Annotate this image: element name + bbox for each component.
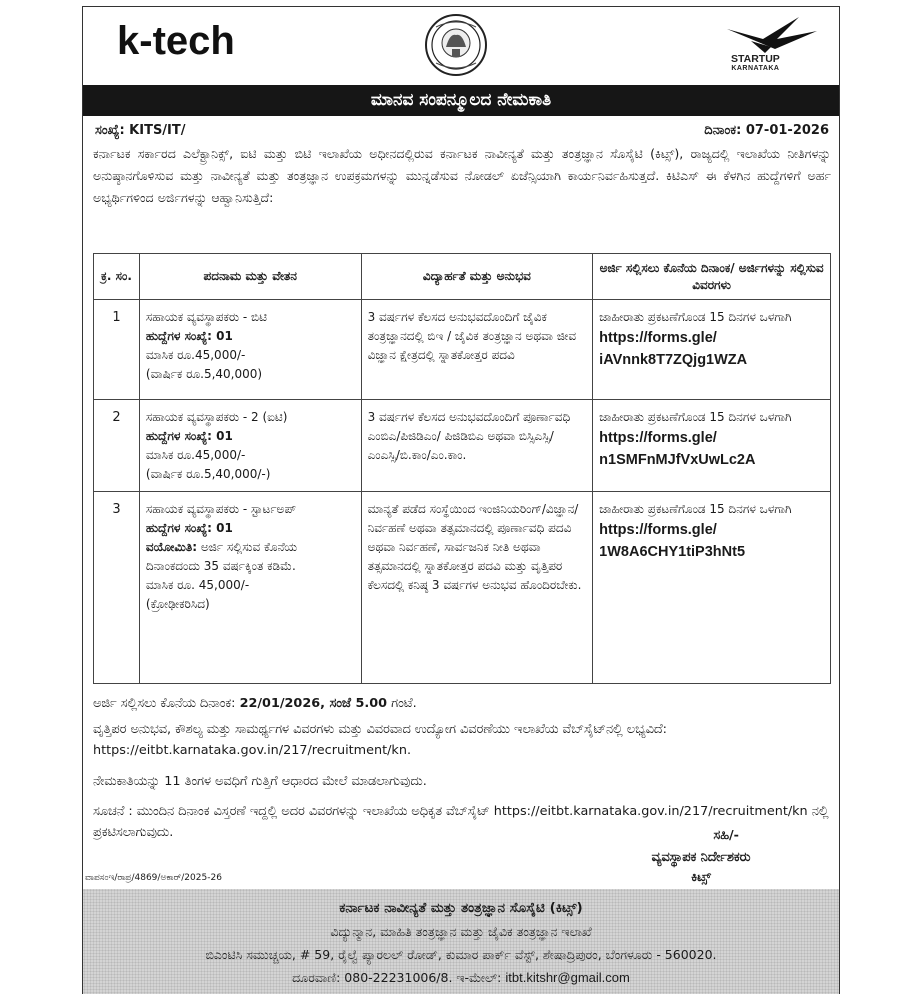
link-part-2: iAVnnk8T7ZQjg1WZA — [599, 352, 748, 368]
intro-paragraph: ಕರ್ನಾಟಕ ಸರ್ಕಾರದ ಎಲೆಕ್ಟ್ರಾನಿಕ್ಸ್, ಐಟಿ ಮತ್ತು ಬಿಟಿ ಇಲಾಖೆಯ ಅಧೀನದಲ್ಲಿರುವ ಕರ್ನಾಟಕ ನಾವೀನ್ಯತೆ ಮತ್ತು ತಂತ್ರಜ್ಞಾನ ಸೊಸೈಟಿ (ಕಿಟ್ಸ್), ರಾಜ್ಯದಲ್ಲಿ ಇಲಾಖೆಯ ನೀತಿಗಳನ್ನು ಅನುಷ್ಠಾನಗೊಳಿಸುವ ಮತ್ತು ನಾವೀನ್ಯತೆ ಮತ್ತು ತಂತ್ರಜ್ಞಾನ ಉಪಕ್ರಮಗಳನ್ನು ಮುನ್ನಡೆಸುವ ನೋಡಲ್ ಏಜೆನ್ಸಿಯಾಗಿ ಕಾರ್ಯನಿರ್ವಹಿಸುತ್ತದೆ. ಕಿಟಿಎಸ್ ಈ ಕೆಳಗಿನ ಹುದ್ದೆಗಳಿಗೆ ಅರ್ಹ ಅಭ್ಯರ್ಥಿಗಳಿಂದ ಅರ್ಜಿಗಳನ್ನು ಆಹ್ವಾನಿಸುತ್ತಿದೆ: — [93, 146, 831, 205]
apply-note: ಜಾಹೀರಾತು ಪ್ರಕಟಣೆಗೊಂಡ 15 ದಿನಗಳ ಒಳಗಾಗಿ — [599, 310, 792, 324]
apply-cell — [593, 492, 831, 684]
posts-count: ಹುದ್ದೆಗಳ ಸಂಖ್ಯೆ: 01 — [145, 429, 233, 443]
link-part-1: https://forms.gle/ — [599, 330, 717, 346]
annual-salary: (ವಾರ್ಷಿಕ ರೂ.5,40,000) — [145, 367, 263, 381]
table-row — [94, 300, 831, 400]
annual-salary: (ಕ್ರೋಢೀಕರಿಸಿದ) — [145, 597, 210, 611]
last-date-prefix: ಅರ್ಜಿ ಸಲ್ಲಿಸಲು ಕೊನೆಯ ದಿನಾಂಕ: — [93, 696, 240, 711]
monthly-salary: ಮಾಸಿಕ ರೂ.45,000/- — [145, 348, 246, 362]
startup-word: STARTUP — [731, 53, 780, 65]
signature-sd: ಸಹಿ/- — [713, 828, 739, 843]
link-part-1: https://forms.gle/ — [599, 430, 717, 446]
post-title: ಸಹಾಯಕ ವ್ಯವಸ್ಥಾಪಕರು - 2 (ಐಟಿ) — [145, 410, 288, 424]
apply-note: ಜಾಹೀರಾತು ಪ್ರಕಟಣೆಗೊಂಡ 15 ದಿನಗಳ ಒಳಗಾಗಿ — [599, 410, 792, 424]
last-date-value: 22/01/2026, ಸಂಜೆ 5.00 — [239, 696, 388, 711]
table-row — [94, 400, 831, 492]
apply-note: ಜಾಹೀರಾತು ಪ್ರಕಟಣೆಗೊಂಡ 15 ದಿನಗಳ ಒಳಗಾಗಿ — [599, 502, 792, 516]
monthly-salary: ಮಾಸಿಕ ರೂ. 45,000/- — [145, 578, 250, 592]
age-limit — [146, 538, 355, 576]
signature-designation: ವ್ಯವಸ್ಥಾಪಕ ನಿರ್ದೇಶಕರು — [651, 850, 751, 865]
col-header-qualification: ವಿದ್ಯಾರ್ಹತೆ ಮತ್ತು ಅನುಭವ — [361, 254, 593, 300]
footer-org: ಕರ್ನಾಟಕ ನಾವೀನ್ಯತೆ ಮತ್ತು ತಂತ್ರಜ್ಞಾನ ಸೊಸೈಟಿ (ಕಿಟ್ಸ್) — [339, 900, 583, 916]
details-paragraph: ವೃತ್ತಿಪರ ಅನುಭವ, ಕೌಶಲ್ಯ ಮತ್ತು ಸಾಮರ್ಥ್ಯಗಳ ವಿವರಗಳು ಮತ್ತು ವಿವರವಾದ ಉದ್ಯೋಗ ವಿವರಣೆಯು ಇಲಾಖೆಯ ವೆಬ್‌ಸೈಟ್‌ನಲ್ಲಿ ಲಭ್ಯವಿದೆ: https://eitbt.karnataka.gov.in/217/recruitment/kn. — [93, 722, 667, 758]
reference-row — [95, 123, 829, 138]
row-sno: 3 — [94, 492, 140, 684]
dipr-reference: ವಾಪಸಂಇ/ರಾಪ್ರ/4869/ಅಕಾರ್/2025-26 — [85, 873, 222, 883]
qualification-cell: 3 ವರ್ಷಗಳ ಕೆಲಸದ ಅನುಭವದೊಂದಿಗೆ ಜೈವಿಕ ತಂತ್ರಜ್ಞಾನದಲ್ಲಿ ಬಿಇ / ಜೈವಿಕ ತಂತ್ರಜ್ಞಾನ ಅಥವಾ ಜೀವ ವಿಜ್ಞಾನ ಕ್ಷೇತ್ರದಲ್ಲಿ ಸ್ನಾತಕೋತ್ತರ ಪದವಿ — [361, 300, 593, 400]
footer-dept: ವಿದ್ಯುನ್ಮಾನ, ಮಾಹಿತಿ ತಂತ್ರಜ್ಞಾನ ಮತ್ತು ಜೈವಿಕ ತಂತ್ರಜ್ಞಾನ ಇಲಾಖೆ — [330, 924, 592, 939]
ktech-logo: k-tech — [117, 19, 235, 63]
table-row — [94, 492, 831, 684]
post-cell — [139, 400, 361, 492]
col-header-apply: ಅರ್ಜಿ ಸಲ್ಲಿಸಲು ಕೊನೆಯ ದಿನಾಂಕ/ ಅರ್ಜಿಗಳನ್ನು ಸಲ್ಲಿಸುವ ವಿವರಗಳು — [593, 254, 831, 300]
apply-cell — [593, 400, 831, 492]
col-header-sno: ಕ್ರ. ಸಂ. — [94, 254, 140, 300]
row-sno: 1 — [94, 300, 140, 400]
posts-count: ಹುದ್ದೆಗಳ ಸಂಖ್ಯೆ: 01 — [145, 521, 233, 535]
age-text: ಅರ್ಜಿ ಸಲ್ಲಿಸುವ ಕೊನೆಯ ದಿನಾಂಕದಂದು 35 ವರ್ಷಕ್ಕಿಂತ ಕಡಿಮೆ. — [145, 540, 298, 573]
qualification-cell: ಮಾನ್ಯತೆ ಪಡೆದ ಸಂಸ್ಥೆಯಿಂದ ಇಂಜಿನಿಯರಿಂಗ್/ವಿಜ್ಞಾನ/ನಿರ್ವಹಣೆ ಅಥವಾ ತತ್ಸಮಾನದಲ್ಲಿ ಪೂರ್ಣಾವಧಿ ಪದವಿ ಅಥವಾ ನಿರ್ವಹಣೆ, ಸಾರ್ವಜನಿಕ ನೀತಿ ಅಥವಾ ತತ್ಸಮಾನದಲ್ಲಿ ಸ್ನಾತಕೋತ್ತರ ಪದವಿ ಮತ್ತು ವೃತ್ತಿಪರ ಕೆಲಸದಲ್ಲಿ ಕನಿಷ್ಠ 3 ವರ್ಷಗಳ ಅನುಭವ ಹೊಂದಿರಬೇಕು. — [361, 492, 593, 684]
footer-email[interactable]: itbt.kitshr@gmail.com — [505, 970, 630, 985]
note-paragraph: ಸೂಚನೆ : ಮುಂದಿನ ದಿನಾಂಕ ವಿಸ್ತರಣೆ ಇದ್ದಲ್ಲಿ ಅದರ ವಿವರಗಳನ್ನು ಇಲಾಖೆಯ ಅಧಿಕೃತ ವೆಬ್‌ಸೈಟ್ https://eitbt.karnataka.gov.in/217/recruitment/kn ನಲ್ಲಿ ಪ್ರಕಟಿಸಲಾಗುವುದು. — [93, 804, 829, 840]
footer-address: ಬಿಎಂಟಿಸಿ ಸಮುಚ್ಚಯ, # 59, ರೈಲ್ವೆ ಪ್ಯಾರಲಲ್ ರೋಡ್, ಕುಮಾರ ಪಾರ್ಕ್ ವೆಸ್ಟ್, ಶೇಷಾದ್ರಿಪುರಂ, ಬೆಂಗಳೂರು - 560020. — [205, 947, 717, 962]
annual-salary: (ವಾರ್ಷಿಕ ರೂ.5,40,000/-) — [145, 467, 271, 481]
header — [83, 7, 839, 81]
qualification-cell: 3 ವರ್ಷಗಳ ಕೆಲಸದ ಅನುಭವದೊಂದಿಗೆ ಪೂರ್ಣಾವಧಿ ಎಂಬಿಎ/ಪಿಜಿಡಿಎಂ/ ಪಿಜಿಡಿಬಿಎ ಅಥವಾ ಬಿಸ್ಸಿಎಸ್ಸಿ/ ಎಂಎಸ್ಸಿ/ಬಿ.ಕಾಂ/ಎಂ.ಕಾಂ. — [361, 400, 593, 492]
age-label: ವಯೋಮಿತಿ: — [145, 540, 198, 554]
col-header-post: ಪದನಾಮ ಮತ್ತು ವೇತನ — [139, 254, 361, 300]
signature-org: ಕಿಟ್ಸ್ — [691, 870, 711, 885]
monthly-salary: ಮಾಸಿಕ ರೂ.45,000/- — [145, 448, 246, 462]
application-link[interactable] — [599, 327, 824, 371]
footer-contact — [83, 966, 839, 989]
karnataka-word: KARNATAKA — [731, 65, 780, 72]
application-link[interactable] — [599, 427, 824, 471]
reference-number: ಸಂಖ್ಯೆ: KITS/IT/ — [95, 123, 186, 138]
vacancy-table — [93, 253, 831, 684]
page-title: ಮಾನವ ಸಂಪನ್ಮೂಲದ ನೇಮಕಾತಿ — [83, 85, 839, 116]
posts-count: ಹುದ್ದೆಗಳ ಸಂಖ್ಯೆ: 01 — [145, 329, 233, 343]
startup-karnataka-text — [731, 54, 780, 74]
footer — [83, 889, 839, 994]
post-title: ಸಹಾಯಕ ವ್ಯವಸ್ಥಾಪಕರು - ಸ್ಟಾರ್ಟಅಪ್ — [145, 502, 297, 516]
advertisement-page — [82, 6, 840, 994]
table-header-row — [94, 254, 831, 300]
link-part-2: 1W8A6CHY1tiP3hNt5 — [599, 544, 746, 560]
post-cell — [139, 492, 361, 684]
link-part-2: n1SMFnMJfVxUwLc2A — [599, 452, 756, 468]
link-part-1: https://forms.gle/ — [599, 522, 717, 538]
post-cell — [139, 300, 361, 400]
post-title: ಸಹಾಯಕ ವ್ಯವಸ್ಥಾಪಕರು - ಬಿಟಿ — [145, 310, 267, 324]
tenure-paragraph: ನೇಮಕಾತಿಯನ್ನು 11 ತಿಂಗಳ ಅವಧಿಗೆ ಗುತ್ತಿಗೆ ಆಧಾರದ ಮೇಲೆ ಮಾಡಲಾಗುವುದು. — [93, 774, 427, 789]
last-date-suffix: ಗಂಟೆ. — [387, 696, 417, 711]
row-sno: 2 — [94, 400, 140, 492]
karnataka-emblem-icon — [422, 13, 490, 77]
notice-date: ದಿನಾಂಕ: 07-01-2026 — [704, 123, 829, 138]
footer-phone: ದೂರವಾಣಿ: 080-22231006/8. ಇ-ಮೇಲ್: — [292, 970, 506, 985]
apply-cell — [593, 300, 831, 400]
application-link[interactable] — [599, 519, 824, 563]
last-date-line — [93, 693, 831, 714]
